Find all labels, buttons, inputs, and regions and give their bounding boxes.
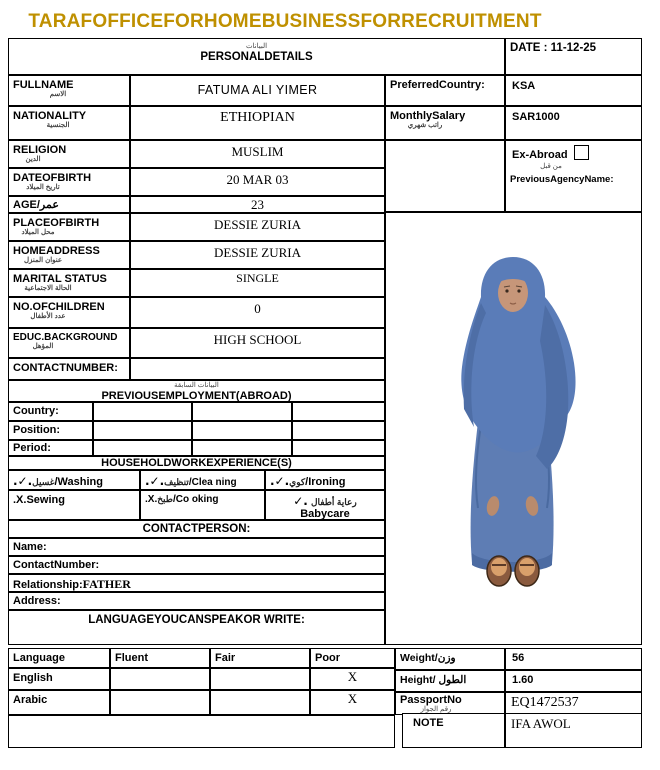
age-label: AGE/عمر xyxy=(8,196,130,213)
english-fair-cell[interactable] xyxy=(210,668,310,690)
sewing-label: Sewing xyxy=(26,494,65,506)
period-field-2[interactable] xyxy=(192,440,292,456)
place-of-birth-value[interactable]: DESSIE ZURIA xyxy=(130,213,385,241)
contact-person-number-row[interactable]: ContactNumber: xyxy=(8,556,385,574)
passport-value[interactable]: EQ1472537 xyxy=(505,692,642,715)
dob-label-arabic: تاريخ الميلاد xyxy=(26,184,60,191)
preferred-country-label: PreferredCountry: xyxy=(385,75,505,106)
monthly-salary-label: MonthlySalary xyxy=(390,110,466,122)
prev-employment-heading: PREVIOUSEMPLOYMENT(ABROAD) xyxy=(101,390,292,402)
contact-number-label: CONTACTNUMBER: xyxy=(8,358,130,380)
arabic-fair-cell[interactable] xyxy=(210,690,310,715)
household-heading: HOUSEHOLDWORKEXPERIENCE(S) xyxy=(8,456,385,470)
position-field-2[interactable] xyxy=(192,421,292,440)
language-heading: LANGUAGEYOUCANSPEAKOR WRITE: xyxy=(8,610,385,645)
contact-person-name-row[interactable]: Name: xyxy=(8,538,385,556)
education-arabic: المؤهل xyxy=(32,343,54,350)
fullname-label-cell xyxy=(8,75,130,106)
personal-details-header-cell xyxy=(8,38,505,75)
english-fluent-cell[interactable] xyxy=(110,668,210,690)
arabic-fluent-cell[interactable] xyxy=(110,690,210,715)
education-value[interactable]: HIGH SCHOOL xyxy=(130,328,385,358)
empty-middle-cell xyxy=(385,140,505,212)
personal-details-arabic: البيانات xyxy=(245,43,268,50)
weight-value[interactable]: 56 xyxy=(505,648,642,670)
marital-status-arabic: الحالة الاجتماعية xyxy=(24,285,72,292)
position-label: Position: xyxy=(8,421,93,440)
marital-status-label-cell xyxy=(8,269,130,297)
fullname-label-arabic: الاسم xyxy=(49,91,67,98)
monthly-salary-label-arabic: راتب شهري xyxy=(407,122,443,129)
washing-checkmark: .✓. xyxy=(13,474,33,488)
home-address-label: HOMEADDRESS xyxy=(13,245,100,257)
cleaning-label: /Clea ning xyxy=(188,477,237,488)
bottom-empty-box[interactable] xyxy=(8,715,395,748)
religion-value[interactable]: MUSLIM xyxy=(130,140,385,168)
passport-label-cell xyxy=(395,692,505,715)
cleaning-cell[interactable] xyxy=(140,470,265,490)
applicant-photo-figure xyxy=(386,213,641,644)
cooking-label: /Co oking xyxy=(172,494,219,505)
ironing-checkmark: .✓. xyxy=(270,474,290,488)
dob-value[interactable]: 20 MAR 03 xyxy=(130,168,385,196)
nationality-label: NATIONALITY xyxy=(13,110,87,122)
poor-col-header: Poor xyxy=(310,648,395,668)
prev-employment-header-cell xyxy=(8,380,385,402)
country-label: Country: xyxy=(8,402,93,421)
personal-details-heading: PERSONALDETAILS xyxy=(200,51,313,63)
applicant-photo xyxy=(385,212,642,645)
cooking-arabic: طبخ xyxy=(157,494,173,504)
washing-label: /Washing xyxy=(54,476,103,488)
contact-person-heading: CONTACTPERSON: xyxy=(8,520,385,538)
ironing-arabic: كوي xyxy=(289,477,306,487)
washing-cell[interactable] xyxy=(8,470,140,490)
contact-person-relationship-row[interactable] xyxy=(8,574,385,592)
date-cell: DATE : 11-12-25 xyxy=(505,38,642,75)
passport-arabic: رقم الجواز xyxy=(420,706,452,713)
fair-col-header: Fair xyxy=(210,648,310,668)
note-value[interactable]: IFA AWOL xyxy=(505,713,642,748)
contact-person-address-row[interactable]: Address: xyxy=(8,592,385,610)
marital-status-value[interactable]: SINGLE xyxy=(130,269,385,297)
nationality-label-arabic: الجنسية xyxy=(46,122,70,129)
language-row-arabic: Arabic xyxy=(8,690,110,715)
washing-arabic: غسيل xyxy=(32,477,55,487)
education-label-cell xyxy=(8,328,130,358)
height-value[interactable]: 1.60 xyxy=(505,670,642,692)
ironing-label: /Ironing xyxy=(305,476,346,488)
ex-abroad-label: Ex-Abroad xyxy=(512,149,568,161)
education-label: EDUC.BACKGROUND xyxy=(13,332,118,343)
contact-number-value[interactable] xyxy=(130,358,385,380)
country-field-1[interactable] xyxy=(93,402,192,421)
place-of-birth-arabic: محل الميلاد xyxy=(21,229,55,236)
children-label-cell xyxy=(8,297,130,328)
cleaning-checkmark: .✓. xyxy=(145,474,165,488)
home-address-arabic: عنوان المنزل xyxy=(23,257,63,264)
place-of-birth-label-cell xyxy=(8,213,130,241)
nationality-label-cell xyxy=(8,106,130,140)
age-value[interactable]: 23 xyxy=(130,196,385,213)
babycare-cell[interactable] xyxy=(265,490,385,520)
children-arabic: عدد الأطفال xyxy=(30,313,66,320)
relationship-label: Relationship: xyxy=(13,579,83,591)
language-col-header: Language xyxy=(8,648,110,668)
english-poor-cell[interactable]: X xyxy=(310,668,395,690)
religion-label-arabic: الدين xyxy=(25,156,41,163)
period-label: Period: xyxy=(8,440,93,456)
ex-abroad-cell xyxy=(505,140,642,212)
preferred-country-value[interactable]: KSA xyxy=(505,75,642,106)
prev-employment-arabic: البيانات السابقة xyxy=(174,382,219,389)
page-title: TARAFOFFICEFORHOMEBUSINESSFORRECRUITMENT xyxy=(28,11,542,32)
position-field-1[interactable] xyxy=(93,421,192,440)
relationship-value: FATHER xyxy=(82,577,131,591)
dob-label: DATEOFBIRTH xyxy=(13,172,92,184)
ironing-cell[interactable] xyxy=(265,470,385,490)
marital-status-label: MARITAL STATUS xyxy=(13,273,107,285)
babycare-arabic: رعاية أطفال xyxy=(310,497,357,507)
note-label: NOTE xyxy=(402,713,505,748)
home-address-label-cell xyxy=(8,241,130,269)
period-field-1[interactable] xyxy=(93,440,192,456)
nationality-value[interactable]: ETHIOPIAN xyxy=(130,106,385,140)
height-label: Height/ الطول xyxy=(395,670,505,692)
monthly-salary-label-cell xyxy=(385,106,505,140)
cooking-cell[interactable] xyxy=(140,490,265,520)
children-value[interactable]: 0 xyxy=(130,297,385,328)
religion-label-cell xyxy=(8,140,130,168)
cooking-mark: .X. xyxy=(145,494,158,505)
religion-label: RELIGION xyxy=(13,144,67,156)
children-label: NO.OFCHILDREN xyxy=(13,301,105,313)
home-address-value[interactable]: DESSIE ZURIA xyxy=(130,241,385,269)
cleaning-arabic: تنظيف xyxy=(164,477,189,487)
monthly-salary-value[interactable]: SAR1000 xyxy=(505,106,642,140)
country-field-2[interactable] xyxy=(192,402,292,421)
place-of-birth-label: PLACEOFBIRTH xyxy=(13,217,100,229)
arabic-poor-cell[interactable]: X xyxy=(310,690,395,715)
fullname-label: FULLNAME xyxy=(13,79,74,91)
position-field-3[interactable] xyxy=(292,421,385,440)
babycare-checkmark: ✓. xyxy=(293,494,308,508)
babycare-label: Babycare xyxy=(300,508,350,520)
dob-label-cell xyxy=(8,168,130,196)
language-row-english: English xyxy=(8,668,110,690)
ex-abroad-arabic: من قبل xyxy=(540,163,562,170)
period-field-3[interactable] xyxy=(292,440,385,456)
passport-label: PassportNo xyxy=(400,694,462,706)
fluent-col-header: Fluent xyxy=(110,648,210,668)
ex-abroad-checkbox[interactable] xyxy=(574,145,589,160)
fullname-value[interactable]: FATUMA ALI YIMER xyxy=(130,75,385,106)
sewing-mark: .X. xyxy=(13,494,27,506)
sewing-cell[interactable] xyxy=(8,490,140,520)
weight-label: Weight/وزن xyxy=(395,648,505,670)
country-field-3[interactable] xyxy=(292,402,385,421)
previous-agency-label: PreviousAgencyName: xyxy=(510,174,614,185)
